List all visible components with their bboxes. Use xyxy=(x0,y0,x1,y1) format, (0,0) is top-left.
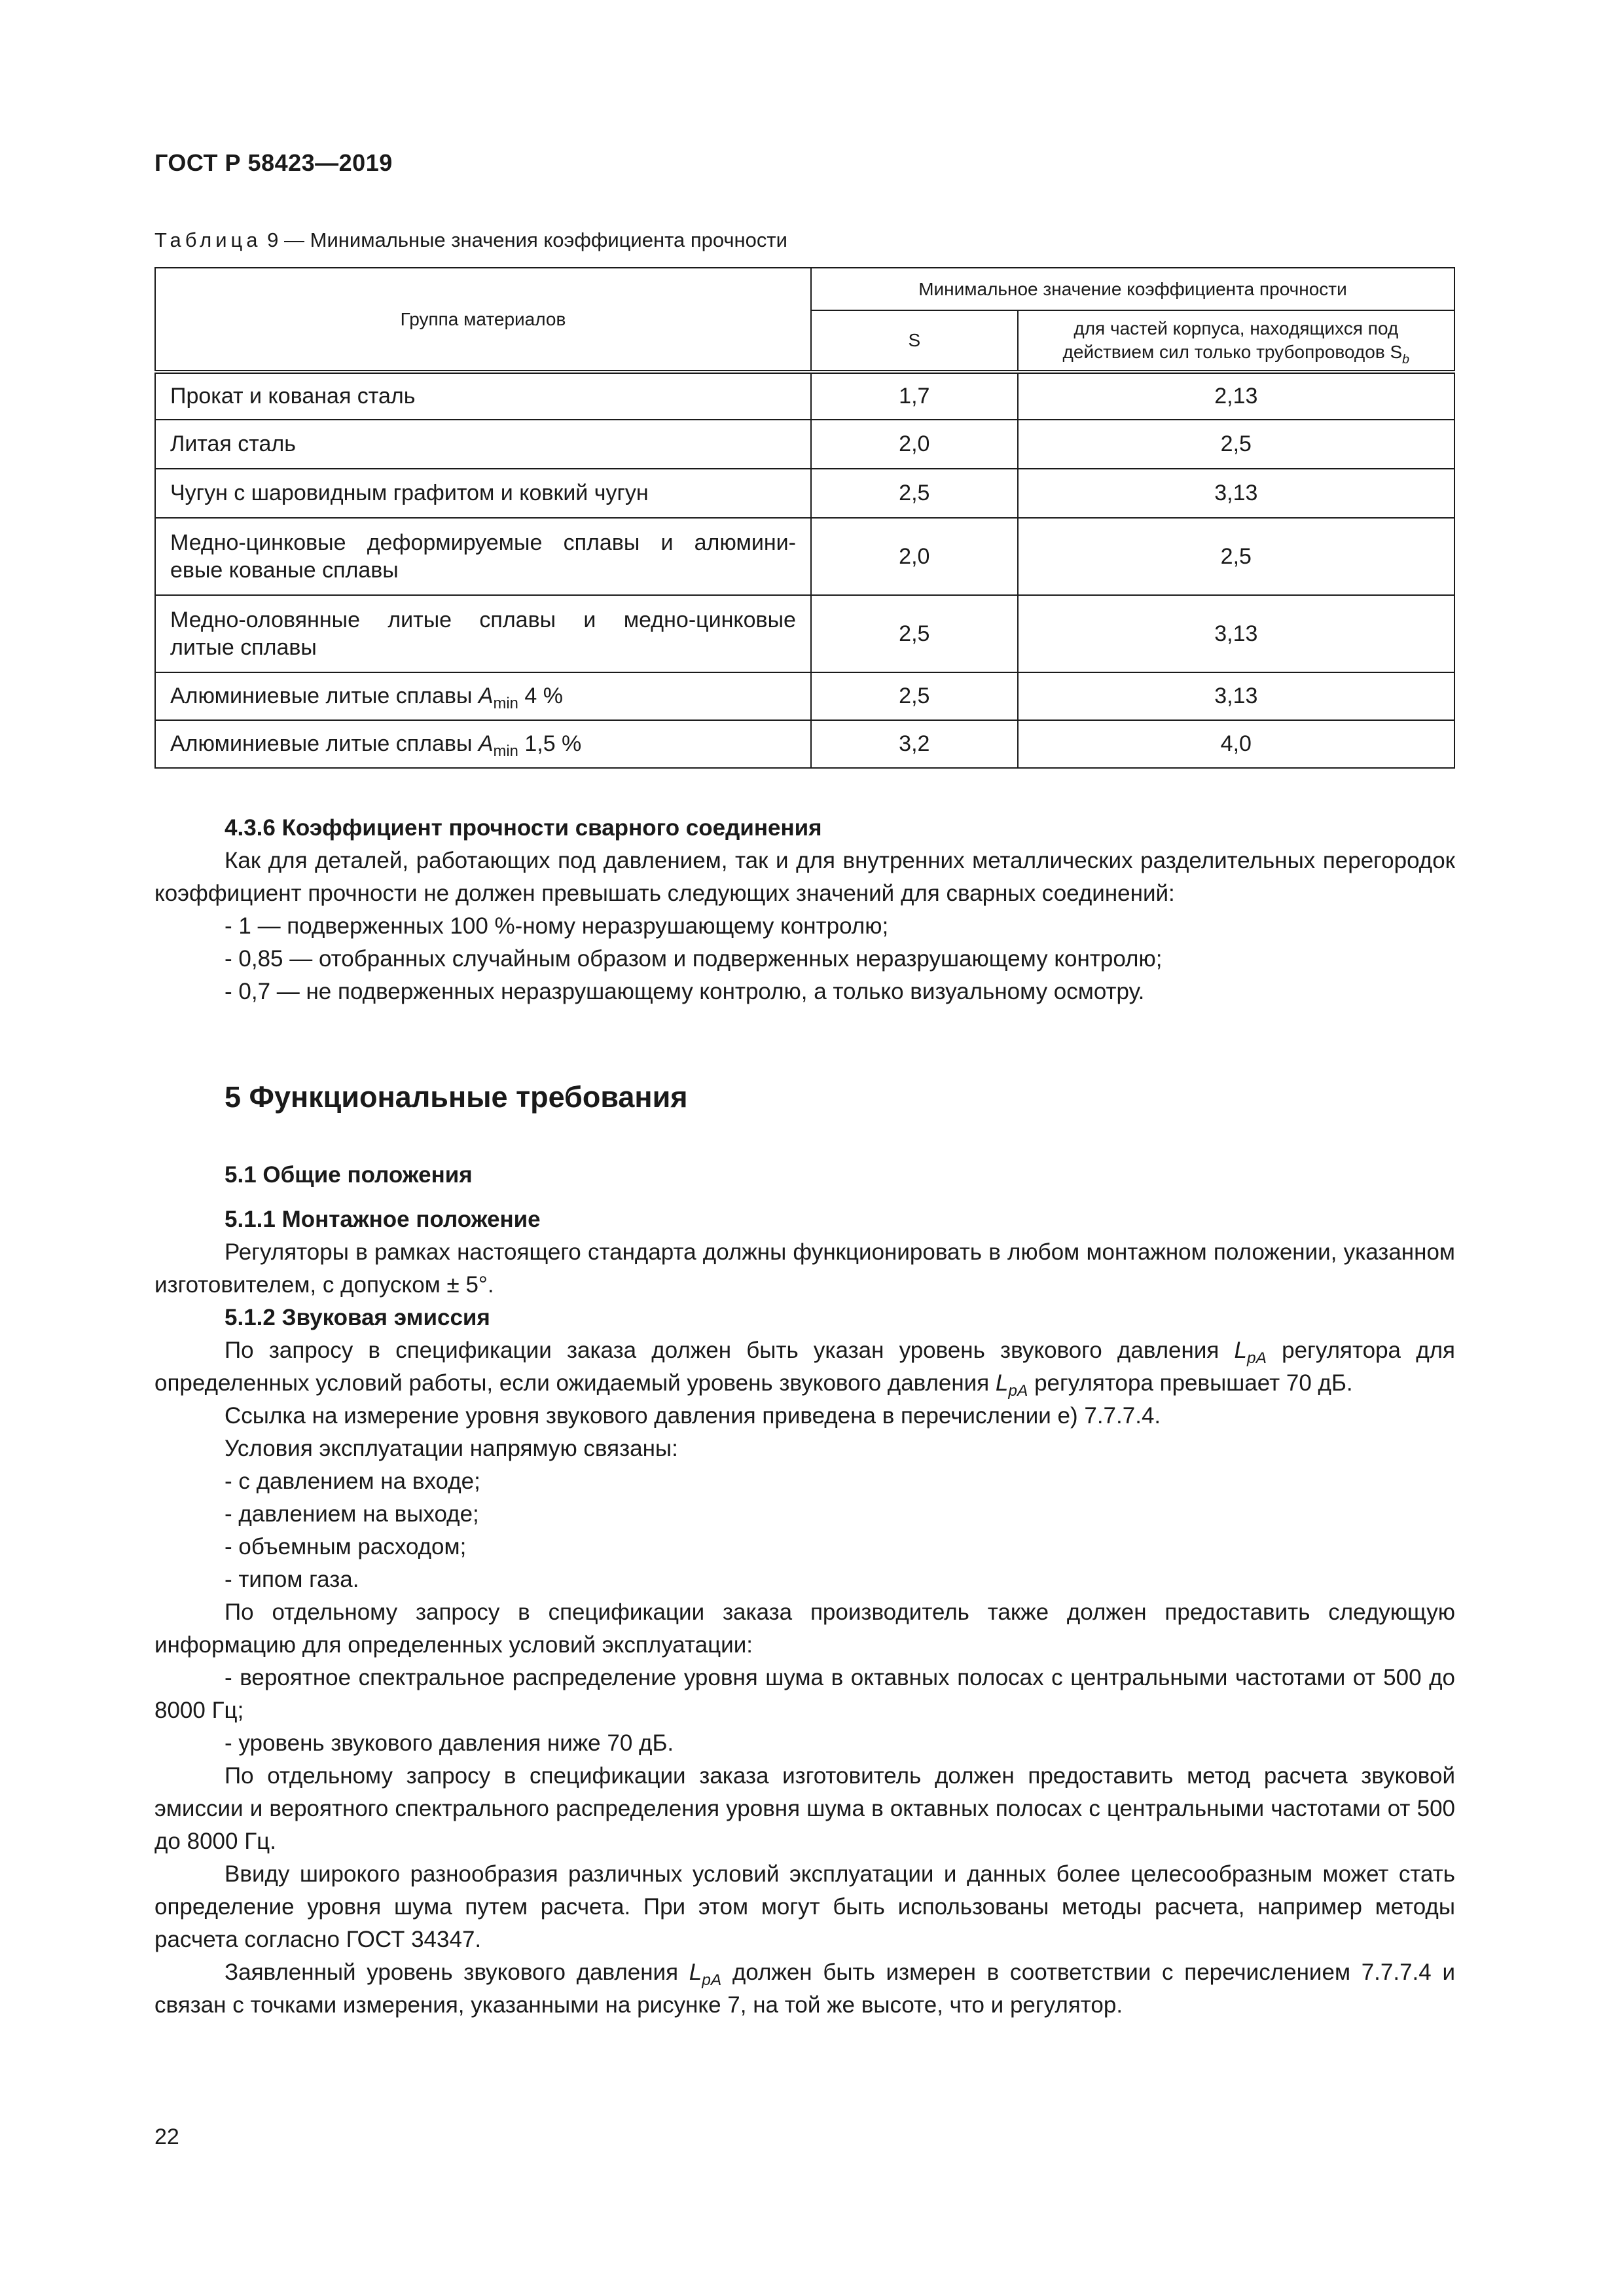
cell-group-line2: литые сплавы xyxy=(170,635,317,660)
cell-group xyxy=(155,595,811,672)
paragraph-text: должен быть измерен в соответствии с перечислением 7.7.7.4 и связан с точками измерения, указанными на рисунке 7, на той же высоте, что и регулятор. xyxy=(154,1959,1455,2018)
col-header-sb-line1: для частей корпуса, находящихся под xyxy=(1074,318,1399,338)
list-item: - с давлением на входе; xyxy=(225,1468,480,1494)
cell-sb: 3,13 xyxy=(1018,469,1454,518)
cell-s: 2,5 xyxy=(811,595,1018,672)
paragraph xyxy=(154,1334,1455,1400)
section-5 xyxy=(154,1081,1455,1114)
paragraph: По отдельному запросу в спецификации заказа изготовитель должен предоставить метод расчета звуковой эмиссии и вероятного спектрального распределения уровня шума в октавных полосах с центральными частотами от 500 до 8000 Гц. xyxy=(154,1763,1455,1854)
col-header-s: S xyxy=(811,310,1018,372)
paragraph-text: регулятора превышает 70 дБ. xyxy=(1028,1370,1353,1396)
cell-sb: 3,13 xyxy=(1018,595,1454,672)
paragraph-text: Заявленный уровень звукового давления xyxy=(225,1959,689,1985)
strength-coefficient-table xyxy=(154,267,1455,769)
cell-group-text: Алюминиевые литые сплавы xyxy=(170,731,478,756)
section-title: 4.3.6 Коэффициент прочности сварного соединения xyxy=(225,815,822,841)
page-number: 22 xyxy=(154,2124,179,2149)
cell-group-text: Алюминиевые литые сплавы xyxy=(170,683,478,708)
cell-group-value: 4 % xyxy=(518,683,563,708)
cell-sb: 2,5 xyxy=(1018,518,1454,595)
table-caption-prefix: Таблица xyxy=(154,228,262,251)
lpa-variable: L xyxy=(689,1959,702,1985)
paragraph: Как для деталей, работающих под давлением, так и для внутренних металлических разделительных перегородок коэффициент прочности не должен превышать следующих значений для сварных соединений: xyxy=(154,848,1455,906)
section-5-1 xyxy=(154,1159,1455,1192)
table-row xyxy=(155,469,1454,518)
cell-group-value: 1,5 % xyxy=(518,731,582,756)
paragraph: Ссылка на измерение уровня звукового давления приведена в перечислении е) 7.7.7.4. xyxy=(225,1403,1161,1429)
cell-s: 2,5 xyxy=(811,672,1018,720)
paragraph-text: По запросу в спецификации заказа должен быть указан уровень звукового давления xyxy=(225,1338,1235,1363)
cell-s: 2,0 xyxy=(811,518,1018,595)
list-item: - 0,85 — отобранных случайным образом и подверженных неразрушающему контролю; xyxy=(225,946,1163,972)
lpa-variable: L xyxy=(995,1370,1009,1396)
col-header-sb xyxy=(1018,310,1454,372)
col-header-sb-line2: действием сил только трубопроводов S xyxy=(1062,342,1403,362)
list-item: - 1 — подверженных 100 %-ному неразрушающему контролю; xyxy=(225,913,889,939)
paragraph: По отдельному запросу в спецификации заказа производитель также должен предоставить следующую информацию для определенных условий эксплуатации: xyxy=(154,1599,1455,1658)
cell-group xyxy=(155,672,811,720)
cell-group: Чугун с шаровидным графитом и ковкий чугун xyxy=(155,469,811,518)
list-item: - вероятное спектральное распределение уровня шума в октавных полосах с центральными частотами от 500 до 8000 Гц; xyxy=(154,1665,1455,1723)
cell-group: Прокат и кованая сталь xyxy=(155,372,811,420)
cell-sb: 3,13 xyxy=(1018,672,1454,720)
cell-group xyxy=(155,720,811,768)
table-caption-text: 9 — Минимальные значения коэффициента прочности xyxy=(261,228,787,251)
sections-5-1-1-and-5-1-2 xyxy=(154,1203,1455,2022)
col-header-sb-subscript: b xyxy=(1402,352,1410,367)
table-row xyxy=(155,672,1454,720)
cell-group-line2: евые кованые сплавы xyxy=(170,558,399,583)
amin-variable: A xyxy=(478,683,494,708)
section-title: 5.1.1 Монтажное положение xyxy=(225,1207,541,1232)
table-row xyxy=(155,518,1454,595)
cell-group: Литая сталь xyxy=(155,420,811,469)
lpa-subscript: pA xyxy=(1008,1382,1028,1400)
table-row xyxy=(155,420,1454,469)
table-row xyxy=(155,372,1454,420)
document-header: ГОСТ Р 58423—2019 xyxy=(154,149,393,176)
lpa-variable: L xyxy=(1234,1338,1247,1363)
table-row xyxy=(155,595,1454,672)
lpa-subscript: pA xyxy=(1247,1349,1267,1367)
cell-s: 2,5 xyxy=(811,469,1018,518)
amin-variable: A xyxy=(478,731,494,756)
list-item: - давлением на выходе; xyxy=(225,1501,479,1527)
col-header-min-value: Минимальное значение коэффициента прочности xyxy=(811,268,1454,310)
list-item: - 0,7 — не подверженных неразрушающему контролю, а только визуальному осмотру. xyxy=(225,979,1145,1004)
cell-s: 3,2 xyxy=(811,720,1018,768)
paragraph: Регуляторы в рамках настоящего стандарта должны функционировать в любом монтажном положении, указанном изготовителем, с допуском ± 5°. xyxy=(154,1239,1455,1298)
amin-subscript: min xyxy=(493,742,518,760)
list-item: - типом газа. xyxy=(225,1567,359,1592)
cell-group-line1: Медно-цинковые деформируемые сплавы и алюмини- xyxy=(170,530,796,555)
cell-group-line1: Медно-оловянные литые сплавы и медно-цинковые xyxy=(170,608,796,632)
list-item: - объемным расходом; xyxy=(225,1534,467,1559)
chapter-title: 5 Функциональные требования xyxy=(225,1080,688,1114)
cell-s: 2,0 xyxy=(811,420,1018,469)
section-title: 5.1.2 Звуковая эмиссия xyxy=(225,1305,490,1330)
section-4-3-6 xyxy=(154,812,1455,1008)
cell-sb: 4,0 xyxy=(1018,720,1454,768)
section-title: 5.1 Общие положения xyxy=(225,1162,473,1188)
cell-sb: 2,13 xyxy=(1018,372,1454,420)
cell-s: 1,7 xyxy=(811,372,1018,420)
cell-sb: 2,5 xyxy=(1018,420,1454,469)
list-item: - уровень звукового давления ниже 70 дБ. xyxy=(225,1730,674,1756)
lpa-subscript: pA xyxy=(702,1971,722,1989)
paragraph: Ввиду широкого разнообразия различных условий эксплуатации и данных более целесообразным может стать определение уровня шума путем расчета. При этом могут быть использованы методы расчета, например методы расчета согласно ГОСТ 34347. xyxy=(154,1861,1455,1952)
paragraph xyxy=(154,1956,1455,2022)
col-header-material-group: Группа материалов xyxy=(155,268,811,372)
paragraph: Условия эксплуатации напрямую связаны: xyxy=(225,1436,678,1461)
table-row xyxy=(155,720,1454,768)
cell-group xyxy=(155,518,811,595)
paragraph-text: регулятора для определенных условий работы, если ожидаемый уровень звукового давления xyxy=(154,1338,1455,1396)
amin-subscript: min xyxy=(493,695,518,712)
table-caption xyxy=(154,228,787,252)
